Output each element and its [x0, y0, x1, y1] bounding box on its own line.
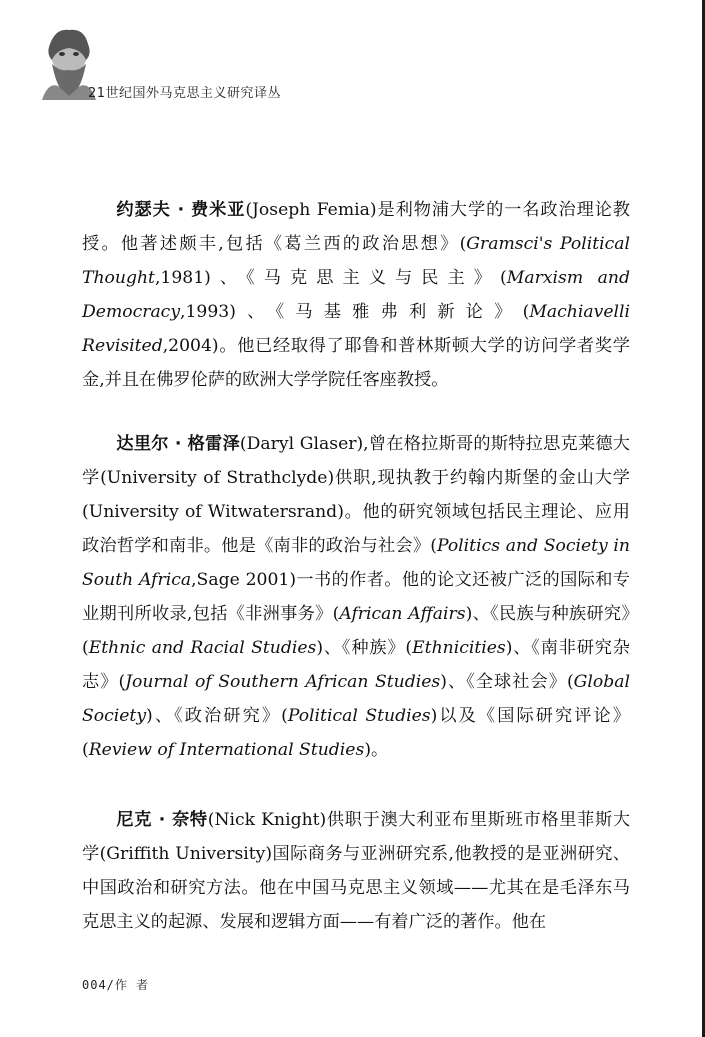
author-bio-text: (Joseph Femia)是利物浦大学的一名政治理论教授。他著述颇丰,包括《葛兰西的政治思想》(Gramsci's Political Thought,1981)、《马克思主义与民主》(Marxism and Democracy,1993)、《马基雅弗利新论》(Machiavelli Revisited,2004)。他已经取得了耶鲁和普林斯顿大学的访问学者奖学金,并且在佛罗伦萨的欧洲大学学院任客座教授。 [82, 200, 631, 390]
author-name: 约瑟夫 · 费米亚 [116, 200, 246, 220]
author-name: 尼克 · 奈特 [116, 810, 208, 830]
author-bio-femia [82, 193, 630, 397]
author-name: 达里尔 · 格雷泽 [116, 434, 240, 454]
author-bio-text: (Nick Knight)供职于澳大利亚布里斯班市格里菲斯大学(Griffith University)国际商务与亚洲研究系,他教授的是亚洲研究、中国政治和研究方法。他在中国马克思主义领域——尤其在是毛泽东马克思主义的起源、发展和逻辑方面——有着广泛的著作。他在 [82, 810, 631, 932]
series-title: 21世纪国外马克思主义研究译丛 [88, 86, 282, 101]
author-bio-glaser [82, 427, 630, 767]
author-bio-text: (Daryl Glaser),曾在格拉斯哥的斯特拉思克莱德大学(University of Strathclyde)供职,现执教于约翰内斯堡的金山大学(University of Witwatersrand)。他的研究领域包括民主理论、应用政治哲学和南非。他是《南非的政治与社会》(Politics and Society in South Africa,Sage 2001)一书的作者。他的论文还被广泛的国际和专业期刊所收录,包括《非洲事务》(African Affairs)、《民族与种族研究》(Ethnic and Racial Studies)、《种族》(Ethnicities)、《南非研究杂志》(Journal of Southern African Studies)、《全球社会》(Global Society)、《政治研究》(Political Studies)以及《国际研究评论》(Review of International Studies)。 [82, 434, 630, 760]
author-bio-knight [82, 803, 630, 939]
page-footer: 004/作 者 [82, 978, 150, 992]
